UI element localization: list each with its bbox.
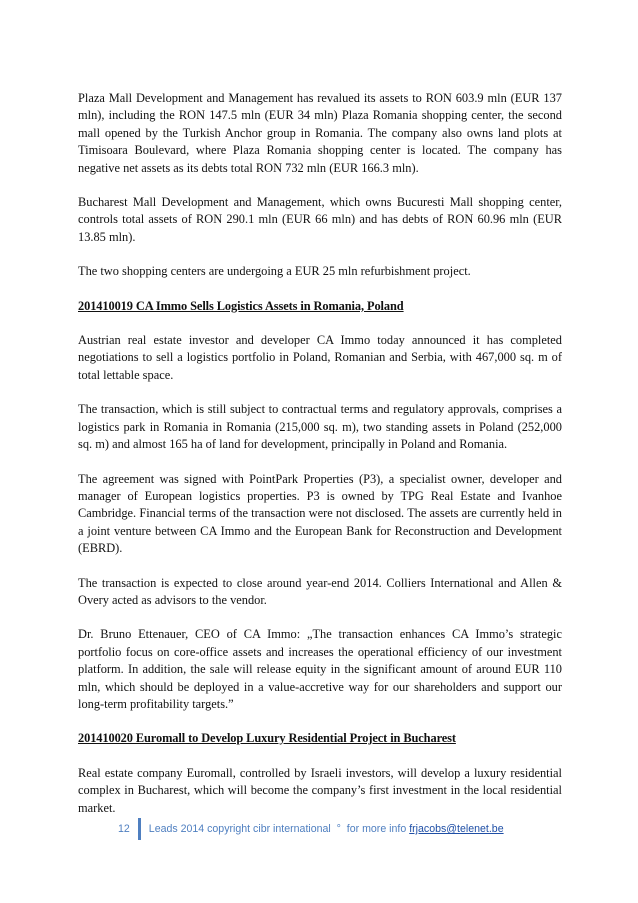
paragraph: Bucharest Mall Development and Management, which owns Bucuresti Mall shopping center, controls total assets of RON 290.1 mln (EUR 66 mln) and has debts of RON 60.96 mln (EUR 13.85 mln). [78, 195, 562, 244]
paragraph: Dr. Bruno Ettenauer, CEO of CA Immo: „The transaction enhances CA Immo’s strategic portfolio focus on core-office assets and increases the operational efficiency of our investment platform. In addition, the sale will release equity in the significant amount of around EUR 110 mln, which should be deployed in a value-accretive way for our shareholders and support our long-term profitability targets.” [78, 627, 562, 711]
page-footer [118, 818, 504, 840]
footer-divider [138, 818, 141, 840]
paragraph: The agreement was signed with PointPark Properties (P3), a specialist owner, developer and manager of European logistics properties. P3 is owned by TPG Real Estate and Ivanhoe Cambridge. Financial terms of the transaction were not disclosed. The assets are currently held in a joint venture between CA Immo and the European Bank for Reconstruction and Development (EBRD). [78, 471, 562, 556]
paragraph: The transaction, which is still subject to contractual terms and regulatory approvals, comprises a logistics park in Romania in Romania (215,000 sq. m), two standing assets in Poland (252,000 sq. m) and almost 165 ha of land for development, principally in Poland and Romania. [78, 402, 562, 452]
article-heading: 201410019 CA Immo Sells Logistics Assets in Romania, Poland [78, 298, 404, 313]
paragraph: Plaza Mall Development and Management has revalued its assets to RON 603.9 mln (EUR 137 mln), including the RON 147.5 mln (EUR 34 mln) Plaza Romania shopping center, the second mall opened by the Turkish Anchor group in Romania. The company also owns land plots at Timisoara Boulevard, where Plaza Romania shopping center is located. The company has negative net assets as its debts total RON 732 mln (EUR 166.3 mln). [78, 91, 562, 175]
paragraph: Austrian real estate investor and developer CA Immo today announced it has completed negotiations to sell a logistics portfolio in Poland, Romanian and Serbia, with 467,000 sq. m of total lettable space. [78, 333, 562, 382]
paragraph: Real estate company Euromall, controlled by Israeli investors, will develop a luxury residential complex in Bucharest, which will become the company’s first investment in the local residential market. [78, 765, 562, 815]
paragraph: The two shopping centers are undergoing a EUR 25 mln refurbishment project. [78, 264, 471, 279]
paragraph: The transaction is expected to close around year-end 2014. Colliers International and Allen & Overy acted as advisors to the vendor. [78, 575, 562, 607]
article-heading: 201410020 Euromall to Develop Luxury Residential Project in Bucharest [78, 731, 456, 746]
footer-text: Leads 2014 copyright cibr international ° for more info [148, 823, 410, 835]
document-page [78, 90, 562, 834]
page-number: 12 [118, 823, 130, 835]
footer-email-link[interactable]: frjacobs@telenet.be [409, 823, 504, 835]
